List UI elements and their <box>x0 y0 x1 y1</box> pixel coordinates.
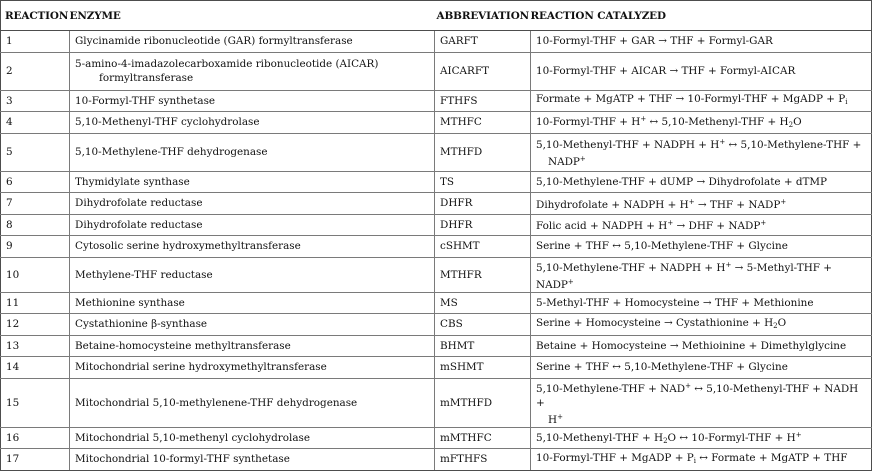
enzyme-abbreviation: DHFR <box>435 214 531 236</box>
reaction-catalyzed <box>531 378 872 427</box>
reaction-text: → DHF + NADP <box>673 220 761 233</box>
reaction-text: Serine + Homocysteine → Cystathionine + H <box>536 316 774 329</box>
reaction-text: 5,10-Methylene-THF + NADPH + H <box>536 261 726 274</box>
enzyme-name: Mitochondrial serine hydroxymethyltransferase <box>70 357 435 379</box>
reaction-catalyzed <box>531 257 872 292</box>
enzyme-abbreviation: DHFR <box>435 193 531 215</box>
enzyme-abbreviation: MTHFR <box>435 257 531 292</box>
enzyme-name: Mitochondrial 10-formyl-THF synthetase <box>70 449 435 471</box>
table-row <box>1 90 872 112</box>
reaction-number: 15 <box>1 378 70 427</box>
enzyme-name: Methionine synthase <box>70 292 435 314</box>
header-enzyme: ENZYME <box>70 1 435 31</box>
table-row <box>1 214 872 236</box>
enzyme-name: Cystathionine β-synthase <box>70 314 435 336</box>
enzyme-name: Mitochondrial 5,10-methylenene-THF dehydrogenase <box>70 378 435 427</box>
table-row <box>1 427 872 449</box>
reaction-catalyzed <box>531 112 872 134</box>
reaction-number: 5 <box>1 133 70 171</box>
header-reaction: REACTION <box>1 1 70 31</box>
reaction-number: 8 <box>1 214 70 236</box>
table-row <box>1 449 872 471</box>
reaction-superscript: + <box>667 219 674 228</box>
reaction-catalyzed <box>531 133 872 171</box>
reaction-number: 2 <box>1 52 70 90</box>
reaction-catalyzed: 5,10-Methylene-THF + dUMP → Dihydrofolate + dTMP <box>531 171 872 193</box>
table-row <box>1 112 872 134</box>
table-row <box>1 357 872 379</box>
reaction-text: O ↔ 10-Formyl-THF + H <box>667 431 796 444</box>
reaction-catalyzed <box>531 90 872 112</box>
table-row <box>1 133 872 171</box>
header-reaction-catalyzed: REACTION CATALYZED <box>531 1 872 31</box>
enzyme-abbreviation: mMTHFD <box>435 378 531 427</box>
table-row <box>1 257 872 292</box>
reaction-subscript: 2 <box>788 121 794 130</box>
reaction-superscript: + <box>557 412 563 421</box>
enzyme-abbreviation: FTHFS <box>435 90 531 112</box>
enzyme-name <box>70 52 435 90</box>
reaction-catalyzed <box>531 449 872 471</box>
enzyme-abbreviation: GARFT <box>435 31 531 53</box>
reaction-text: H <box>548 413 558 426</box>
reaction-text: 5,10-Methenyl-THF + NADPH + H <box>536 139 720 151</box>
reaction-superscript: + <box>688 197 695 206</box>
enzyme-abbreviation: mSHMT <box>435 357 531 379</box>
reaction-text: 5,10-Methenyl-THF + H <box>536 431 664 444</box>
reaction-text: ↔ Formate + MgATP + THF <box>695 451 848 464</box>
reaction-number: 17 <box>1 449 70 471</box>
reaction-text: O <box>793 116 802 129</box>
header-abbreviation: ABBREVIATION <box>435 1 531 31</box>
enzyme-name: Dihydrofolate reductase <box>70 214 435 236</box>
enzyme-name: Cytosolic serine hydroxymethyltransferase <box>70 236 435 258</box>
enzyme-abbreviation: mFTHFS <box>435 449 531 471</box>
reaction-number: 7 <box>1 193 70 215</box>
reaction-number: 11 <box>1 292 70 314</box>
reaction-superscript: + <box>719 138 726 146</box>
table-row <box>1 236 872 258</box>
reaction-text: 5,10-Methylene-THF + NAD <box>536 382 686 395</box>
enzyme-name-line-1: 5-amino-4-imadazolecarboxamide ribonucleotide (AICAR) <box>75 58 379 70</box>
reaction-catalyzed: 10-Formyl-THF + AICAR → THF + Formyl-AICAR <box>531 52 872 90</box>
reaction-superscript: + <box>685 381 691 390</box>
reaction-number: 3 <box>1 90 70 112</box>
table-row <box>1 193 872 215</box>
reaction-text: ↔ 5,10-Methenyl-THF + H <box>646 116 789 129</box>
reaction-number: 10 <box>1 257 70 292</box>
reaction-number: 12 <box>1 314 70 336</box>
reaction-text: ↔ 5,10-Methenyl-THF + NADH + <box>536 382 859 409</box>
reaction-catalyzed: 5-Methyl-THF + Homocysteine → THF + Methionine <box>531 292 872 314</box>
enzyme-name: Betaine-homocysteine methyltransferase <box>70 335 435 357</box>
reaction-line-2 <box>536 410 867 427</box>
enzyme-name: 5,10-Methylene-THF dehydrogenase <box>70 133 435 171</box>
table-header-row <box>1 1 872 31</box>
enzyme-abbreviation: MTHFC <box>435 112 531 134</box>
reaction-text: → 5-Methyl-THF + NADP <box>536 261 833 291</box>
reaction-superscript: + <box>760 219 767 228</box>
reaction-superscript: + <box>780 197 787 206</box>
reaction-catalyzed: Serine + THF ↔ 5,10-Methylene-THF + Glycine <box>531 357 872 379</box>
reaction-superscript: + <box>725 260 732 269</box>
reaction-text: Dihydrofolate + NADPH + H <box>536 198 689 211</box>
reaction-line-2 <box>536 152 867 169</box>
enzyme-abbreviation: BHMT <box>435 335 531 357</box>
reaction-subscript: 2 <box>663 436 668 445</box>
reaction-text: 10-Formyl-THF + H <box>536 116 641 129</box>
table-row <box>1 314 872 336</box>
enzyme-abbreviation: CBS <box>435 314 531 336</box>
reaction-catalyzed <box>531 314 872 336</box>
reaction-text: O <box>777 316 787 329</box>
table-row <box>1 52 872 90</box>
reaction-number: 9 <box>1 236 70 258</box>
enzyme-name: Thymidylate synthase <box>70 171 435 193</box>
reaction-subscript: 2 <box>773 321 778 330</box>
reaction-number: 16 <box>1 427 70 449</box>
reaction-text: Folic acid + NADPH + H <box>536 220 668 233</box>
enzyme-name: Glycinamide ribonucleotide (GAR) formyltransferase <box>70 31 435 53</box>
reaction-catalyzed <box>531 214 872 236</box>
reaction-superscript: + <box>640 115 647 124</box>
table-row <box>1 31 872 53</box>
reaction-number: 13 <box>1 335 70 357</box>
reaction-catalyzed <box>531 193 872 215</box>
reaction-subscript: i <box>693 456 696 465</box>
enzyme-name: 5,10-Methenyl-THF cyclohydrolase <box>70 112 435 134</box>
reaction-text: Formate + MgATP + THF → 10-Formyl-THF + MgADP + P <box>536 93 846 106</box>
reaction-number: 6 <box>1 171 70 193</box>
enzyme-abbreviation: mMTHFC <box>435 427 531 449</box>
enzyme-name: 10-Formyl-THF synthetase <box>70 90 435 112</box>
table-row <box>1 335 872 357</box>
reaction-text: NADP <box>548 156 580 168</box>
table-row <box>1 171 872 193</box>
enzyme-abbreviation: cSHMT <box>435 236 531 258</box>
reaction-text: 10-Formyl-THF + MgADP + P <box>536 451 694 464</box>
enzyme-name: Methylene-THF reductase <box>70 257 435 292</box>
enzyme-abbreviation: MS <box>435 292 531 314</box>
enzyme-abbreviation: MTHFD <box>435 133 531 171</box>
reaction-subscript: i <box>845 98 848 107</box>
reaction-number: 14 <box>1 357 70 379</box>
reaction-text: → THF + NADP <box>694 198 781 211</box>
reaction-number: 4 <box>1 112 70 134</box>
reaction-superscript: + <box>567 277 574 286</box>
reaction-text: ↔ 5,10-Methylene-THF + <box>725 139 862 151</box>
enzyme-abbreviation: TS <box>435 171 531 193</box>
reaction-catalyzed: Betaine + Homocysteine → Methioinine + Dimethylglycine <box>531 335 872 357</box>
reaction-number: 1 <box>1 31 70 53</box>
table-row <box>1 292 872 314</box>
table-row <box>1 378 872 427</box>
reaction-catalyzed: Serine + THF ↔ 5,10-Methylene-THF + Glycine <box>531 236 872 258</box>
reaction-catalyzed <box>531 427 872 449</box>
reaction-superscript: + <box>795 430 802 439</box>
enzyme-name-line-2: formyltransferase <box>99 72 194 84</box>
reaction-superscript: + <box>579 155 586 163</box>
enzyme-abbreviation: AICARFT <box>435 52 531 90</box>
reaction-catalyzed: 10-Formyl-THF + GAR → THF + Formyl-GAR <box>531 31 872 53</box>
enzyme-name: Mitochondrial 5,10-methenyl cyclohydrolase <box>70 427 435 449</box>
enzyme-name: Dihydrofolate reductase <box>70 193 435 215</box>
